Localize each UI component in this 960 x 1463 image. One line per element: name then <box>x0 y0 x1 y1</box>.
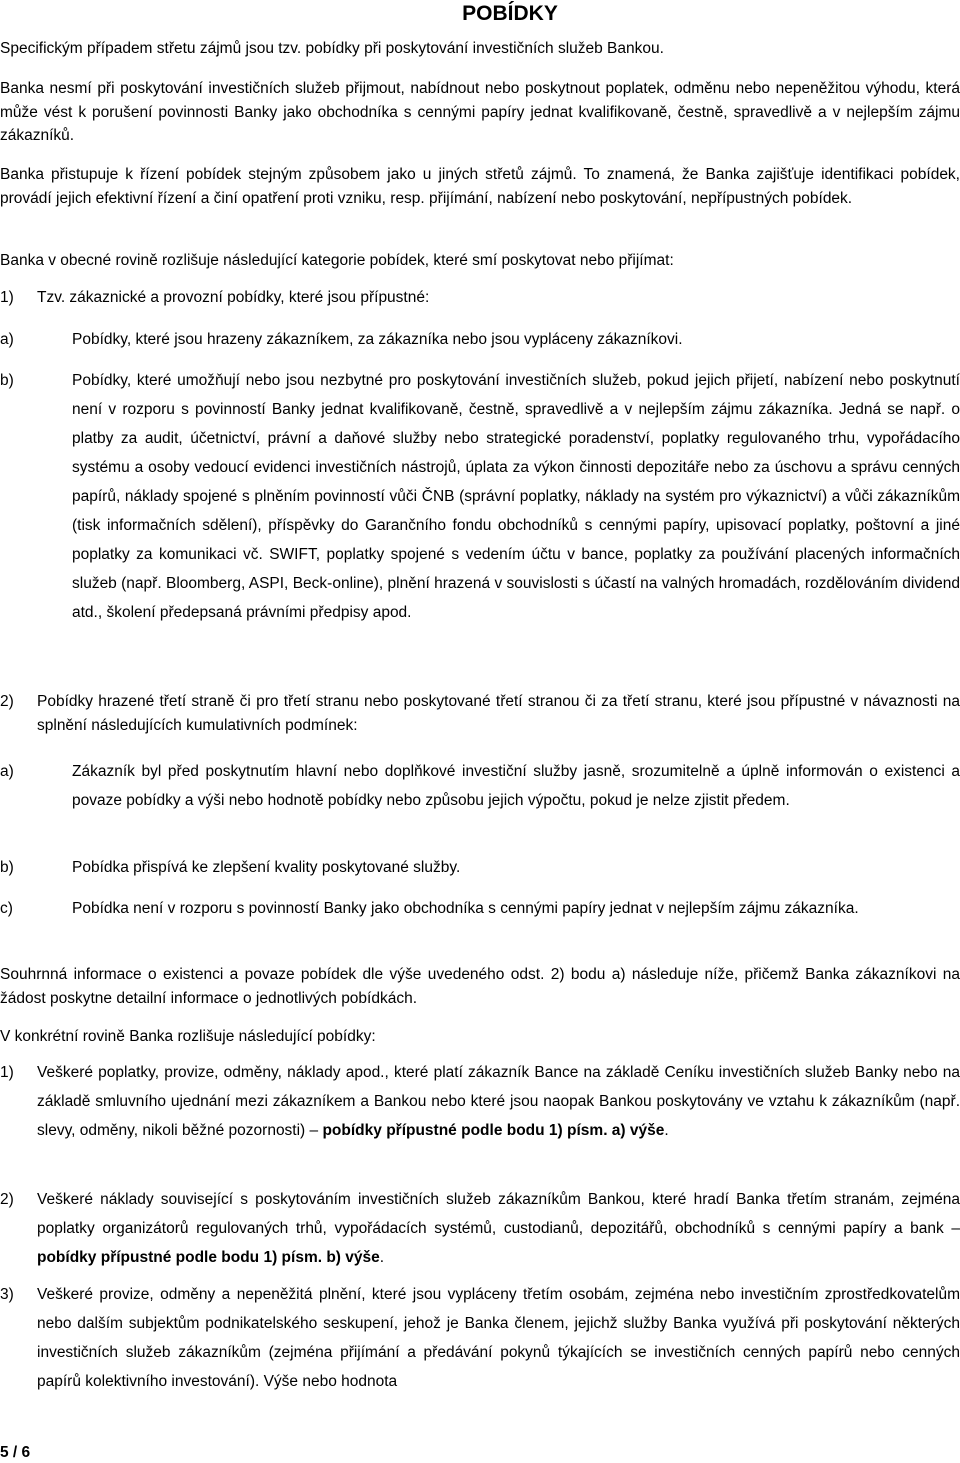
management-paragraph: Banka přistupuje k řízení pobídek stejným způsobem jako u jiných střetů zájmů. To znamená, že Banka zajišťuje identifikaci pobídek, provádí jejich efektivní řízení a činí opatření proti vzniku, resp. přijímání, nabízení nebo poskytování, nepřípustných pobídek. <box>0 166 960 207</box>
concrete-text: Veškeré náklady související s poskytováním investičních služeb zákazníkům Bankou, které hradí Banka třetím stranám, zejména poplatky organizátorů regulovaných trhů, vypořádacích systémů, custodianů, depozitářů, obchodníků s cennými papíry a bank – pobídky přípustné podle bodu 1) písm. b) výše. <box>37 1191 960 1266</box>
subitem-text: Zákazník byl před poskytnutím hlavní nebo doplňkové investiční služby jasně, srozumitelně a úplně informován o existenci a povaze pobídky a výši nebo hodnotě pobídky nebo způsobu jejich výpočtu, pokud je nelze zjistit předem. <box>72 763 960 809</box>
summary-paragraph: Souhrnná informace o existenci a povaze pobídek dle výše uvedeného odst. 2) bodu a) následuje níže, přičemž Banka zákazníkovi na žádost poskytne detailní informace o jednotlivých pobídkách. <box>0 966 960 1007</box>
concrete-intro: V konkrétní rovině Banka rozlišuje následující pobídky: <box>0 1028 376 1045</box>
subitem-label: b) <box>0 372 14 389</box>
concrete-item-2 <box>0 1185 960 1275</box>
category-1-subitem-b <box>0 366 960 676</box>
category-text: Tzv. zákaznické a provozní pobídky, které jsou přípustné: <box>37 289 430 306</box>
concrete-number: 3) <box>0 1286 14 1303</box>
categories-intro: Banka v obecné rovině rozlišuje následující kategorie pobídek, které smí poskytovat nebo přijímat: <box>0 252 674 269</box>
concrete-item-1 <box>0 1058 960 1178</box>
subitem-label: a) <box>0 331 14 348</box>
subitem-label: a) <box>0 763 14 780</box>
category-text: Pobídky hrazené třetí straně či pro třetí stranu nebo poskytované třetí stranou či za třetí stranu, které jsou přípustné v návaznosti na splnění následujících kumulativních podmínek: <box>37 693 960 734</box>
category-2 <box>0 690 960 738</box>
subitem-text: Pobídky, které umožňují nebo jsou nezbytné pro poskytování investičních služeb, pokud jejich přijetí, nabízení nebo poskytnutí není v rozporu s povinností Banky jednat kvalifikovaně, čestně, spravedlivě a v nejlepším zájmu zákazníka. Jedná se např. o platby za audit, účetnictví, právní a daňové služby nebo strategické poradenství, poplatky regulovaného trhu, vypořádacího systému a osoby vedoucí evidenci investičních nástrojů, úplata za výkon činnosti depozitáře nebo za úschovu a správu cenných papírů, náklady spojené s plněním povinností vůči ČNB (správní poplatky, náklady na systém pro výkaznictví) a vůči zákazníkům (tisk informačních sdělení), příspěvky do Garančního fondu obchodníků s cennými papíry, upisovací poplatky, poštovní a jiné poplatky za komunikaci vč. SWIFT, poplatky spojené s vedením účtu v bance, poplatky za používání placených informačních služeb (např. Bloomberg, ASPI, Beck-online), plnění hrazená v souvislosti s účastí na valných hromadách, rozdělováním dividend atd., školení předepsaná právními předpisy apod. <box>72 372 960 621</box>
subitem-text: Pobídka není v rozporu s povinností Banky jako obchodníka s cennými papíry jednat v nejlepším zájmu zákazníka. <box>72 900 859 917</box>
concrete-number: 2) <box>0 1191 14 1208</box>
restriction-paragraph: Banka nesmí při poskytování investičních služeb přijmout, nabídnout nebo poskytnout poplatek, odměnu nebo nepeněžitou výhodu, která může vést k porušení povinnosti Banky jako obchodníka s cennými papíry jednat kvalifikovaně, čestně, spravedlivě a v nejlepším zájmu zákazníků. <box>0 80 960 144</box>
page-number: 5 / 6 <box>0 1444 31 1461</box>
category-2-subitem-c <box>0 894 960 954</box>
subitem-text: Pobídky, které jsou hrazeny zákazníkem, za zákazníka nebo jsou vypláceny zákazníkovi. <box>72 331 683 348</box>
category-number: 1) <box>0 289 14 306</box>
category-number: 2) <box>0 693 14 710</box>
subitem-label: c) <box>0 900 13 917</box>
category-2-subitem-b <box>0 853 960 883</box>
concrete-text: Veškeré provize, odměny a nepeněžitá plnění, které jsou vypláceny třetím osobám, zejména nebo investičním zprostředkovatelům nebo dalším subjektům podnikatelského seskupení, jehož je Banka členem, jejichž služby Banka využívá při poskytování některých investičních služeb zákazníkům (zejména přijímání a předávání pokynů týkajících se investičních cenných papírů nebo cenných papírů kolektivního investování). Výše nebo hodnota <box>37 1286 960 1390</box>
page-title: POBÍDKY <box>462 2 558 25</box>
category-2-subitem-a <box>0 757 960 845</box>
concrete-item-3 <box>0 1280 960 1400</box>
category-1-subitem-a <box>0 325 960 355</box>
concrete-text: Veškeré poplatky, provize, odměny, náklady apod., které platí zákazník Bance na základě Ceníku investičních služeb Banky nebo na základě smluvního ujednání mezi zákazníkem a Bankou nebo které jsou naopak Bankou poskytovány ve vztahu k zákazníkům (např. slevy, odměny, nikoli běžné pozornosti) – pobídky přípustné podle bodu 1) písm. a) výše. <box>37 1064 960 1139</box>
concrete-emphasis: pobídky přípustné podle bodu 1) písm. a) výše <box>322 1122 665 1139</box>
subitem-text: Pobídka přispívá ke zlepšení kvality poskytované služby. <box>72 859 461 876</box>
concrete-number: 1) <box>0 1064 14 1081</box>
intro-paragraph: Specifickým případem střetu zájmů jsou tzv. pobídky při poskytování investičních služeb Bankou. <box>0 40 664 57</box>
category-1 <box>0 286 960 310</box>
subitem-label: b) <box>0 859 14 876</box>
concrete-emphasis: pobídky přípustné podle bodu 1) písm. b) výše <box>37 1249 380 1266</box>
